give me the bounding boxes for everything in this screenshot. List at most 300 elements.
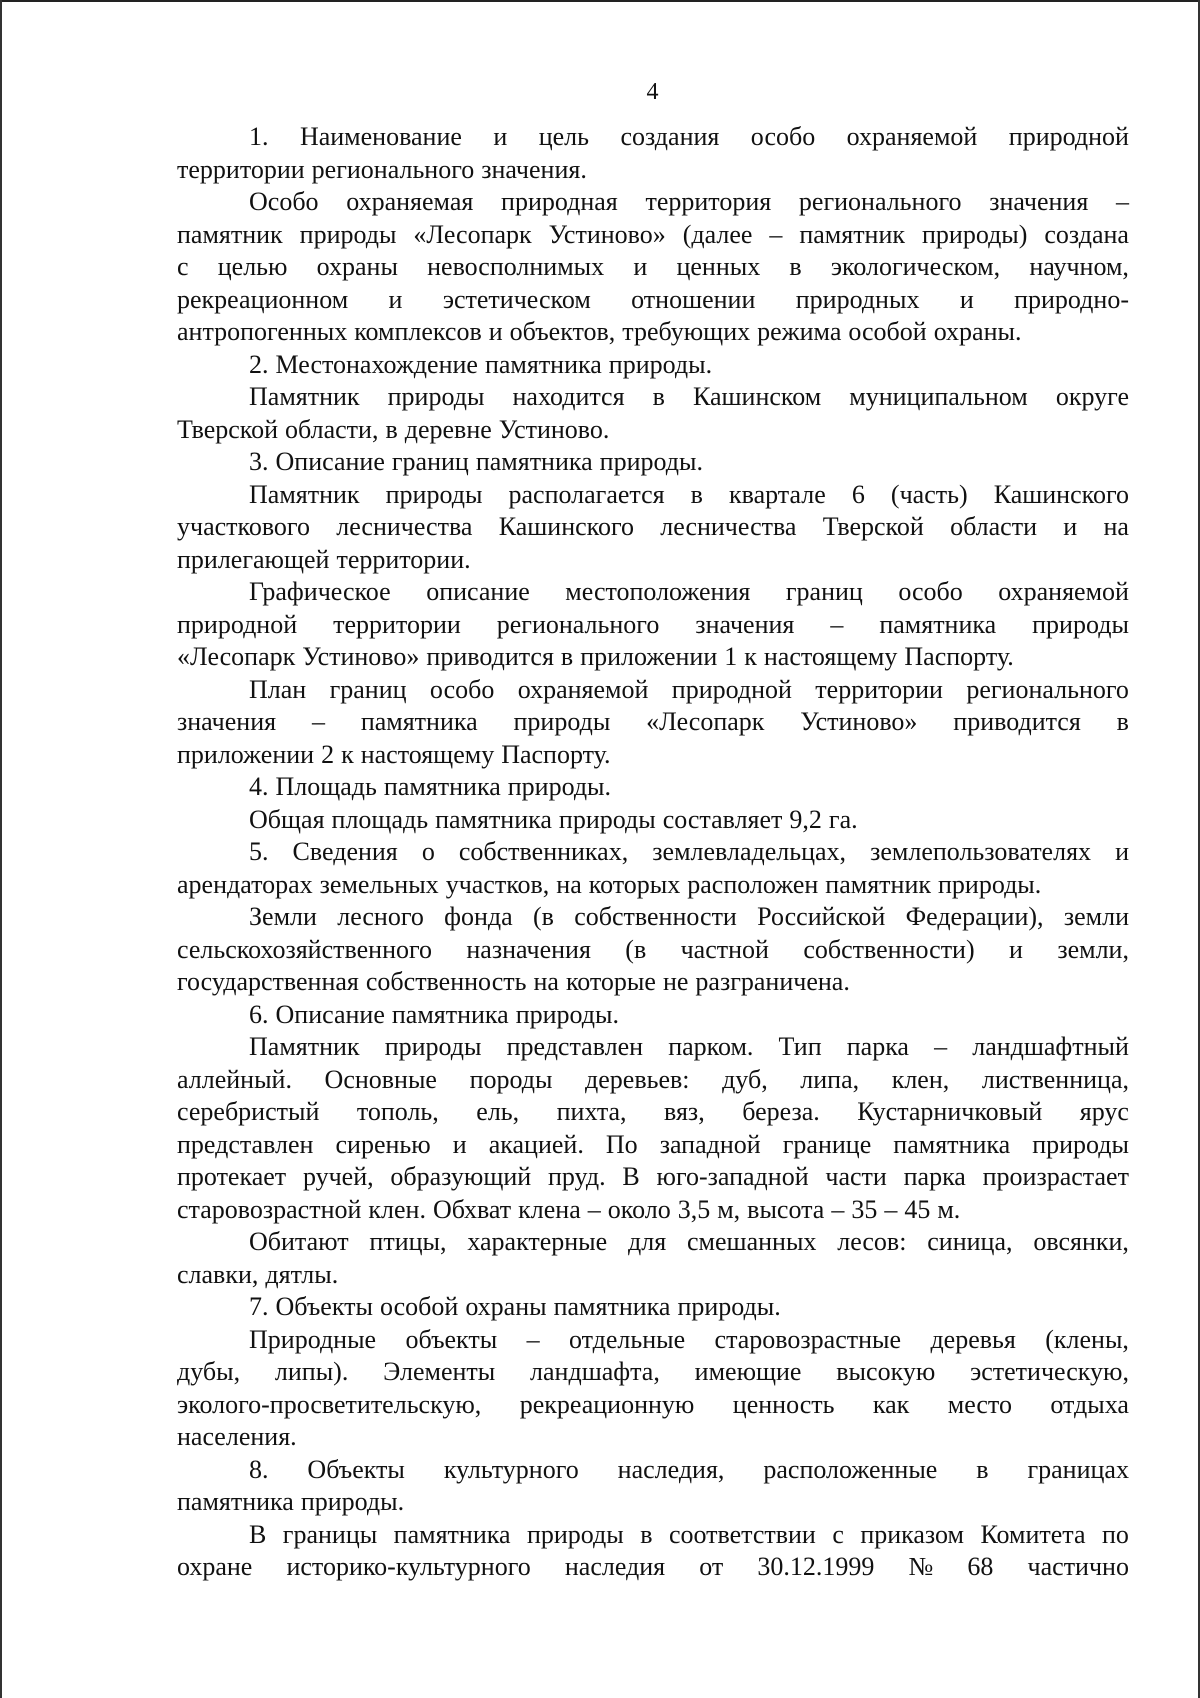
text-word: и — [633, 252, 648, 281]
text-word: Описание — [275, 447, 385, 476]
text-word: целью — [217, 252, 288, 281]
text-line — [177, 641, 1129, 674]
text-word: территории — [177, 154, 305, 184]
text-word: охраны — [465, 1292, 547, 1321]
text-word: – — [1115, 187, 1129, 216]
text-word: 5. — [249, 837, 269, 866]
text-word: птицы, — [369, 1227, 447, 1256]
text-word: настоящему — [360, 739, 495, 769]
text-word: Описание — [275, 999, 385, 1029]
text-word: План — [249, 674, 307, 704]
text-word: территория — [645, 187, 772, 216]
text-word: территории — [815, 674, 943, 704]
text-word: муниципальном — [849, 382, 1028, 411]
text-word: (в — [532, 902, 554, 931]
text-word: памятника — [893, 1129, 1011, 1159]
text-word: славки, — [177, 1259, 259, 1289]
text-word: образующий — [390, 1162, 532, 1191]
text-word: Графическое — [249, 577, 391, 606]
text-word: природы. — [300, 1487, 405, 1516]
text-word: № — [908, 1552, 934, 1581]
text-word: представлен — [506, 1032, 644, 1061]
text-word: отношении — [631, 284, 756, 314]
text-word: Паспорту. — [501, 739, 611, 769]
text-word: земли, — [1057, 934, 1129, 964]
text-word: в — [976, 1454, 989, 1484]
text-word: дятлы. — [265, 1259, 339, 1289]
text-line — [177, 1096, 1129, 1129]
text-word: произрастает — [982, 1162, 1129, 1191]
text-word: западной — [659, 1129, 761, 1159]
text-word: расположен — [687, 869, 819, 899]
text-word: По — [605, 1129, 638, 1159]
text-word: значения. — [481, 154, 587, 184]
text-word: в — [690, 479, 703, 509]
text-word: 2. — [249, 349, 269, 379]
text-word: Объекты — [307, 1454, 405, 1484]
text-word: синица, — [927, 1227, 1013, 1256]
text-word: памятника — [475, 447, 593, 476]
text-word: породы — [469, 1064, 553, 1094]
text-line — [177, 1161, 1129, 1194]
text-word: Устиново» — [800, 707, 918, 736]
text-line — [177, 511, 1129, 544]
text-word: Обхват — [432, 1194, 512, 1224]
text-word: имеющие — [694, 1357, 802, 1386]
text-word: береза. — [742, 1097, 820, 1126]
text-line — [177, 739, 1129, 772]
text-line — [177, 1551, 1129, 1584]
text-word: цель — [538, 122, 590, 151]
text-word: клен, — [891, 1064, 950, 1094]
text-word: природы — [1032, 609, 1129, 639]
text-word: в — [385, 414, 398, 444]
text-word: территории — [333, 609, 461, 639]
text-word: ландшафтный — [972, 1032, 1129, 1061]
text-word: ценность — [732, 1389, 835, 1419]
text-word: 3. — [249, 447, 269, 476]
page-number: 4 — [646, 79, 659, 105]
text-word: Паспорту. — [904, 642, 1014, 671]
text-word: 45 — [904, 1194, 931, 1224]
text-word: памятника — [553, 1292, 671, 1321]
text-line — [177, 121, 1129, 154]
text-word: с — [832, 1519, 844, 1549]
text-word: располагается — [508, 479, 665, 509]
text-word: парка — [903, 1162, 966, 1191]
text-word: природы. — [599, 447, 703, 476]
text-word: липа, — [800, 1064, 860, 1094]
text-word: и — [452, 1129, 467, 1159]
text-word: культурного — [443, 1454, 579, 1484]
text-word: деревне — [404, 414, 492, 444]
text-word: – — [884, 1194, 898, 1224]
text-word: ярус — [1079, 1097, 1129, 1126]
text-word: собственность — [365, 967, 527, 996]
text-word: вяз, — [664, 1097, 705, 1126]
text-word: высота — [747, 1194, 825, 1224]
text-word: особо — [750, 122, 816, 151]
text-line — [177, 446, 1129, 479]
text-word: площадь — [331, 804, 429, 834]
text-word: памятник — [799, 219, 906, 249]
text-word: ель, — [476, 1097, 520, 1126]
text-word: «Лесопарк — [177, 642, 296, 671]
text-word: частной — [680, 934, 769, 964]
text-line — [177, 219, 1129, 252]
text-word: и — [1009, 934, 1023, 964]
text-word: Памятник — [249, 382, 360, 411]
text-word: местоположения — [565, 577, 751, 606]
text-word: 8. — [249, 1454, 269, 1484]
text-word: природы — [513, 707, 611, 736]
text-line — [177, 966, 1129, 999]
text-line — [177, 186, 1129, 219]
text-word: 35 — [851, 1194, 878, 1224]
text-line — [177, 674, 1129, 707]
text-word: смешанных — [687, 1227, 817, 1256]
text-word: Природные — [249, 1324, 377, 1354]
text-word: старовозрастной — [177, 1194, 362, 1224]
text-word: отдельные — [568, 1324, 686, 1354]
text-word: лесничества — [660, 512, 797, 541]
text-line — [177, 771, 1129, 804]
text-line — [177, 1259, 1129, 1292]
text-word: границах — [1027, 1454, 1129, 1484]
text-word: лесничества — [336, 512, 473, 541]
text-word: Федерации), — [905, 902, 1044, 931]
text-word: Элементы — [383, 1357, 496, 1386]
text-word: 2 — [321, 739, 335, 769]
text-word: памятника — [393, 1519, 511, 1549]
text-word: природы — [387, 382, 485, 411]
text-word: составляет — [662, 804, 783, 834]
text-word: приказом — [860, 1519, 964, 1549]
text-word: на — [556, 869, 582, 899]
text-word: акацией. — [488, 1129, 584, 1159]
text-word: клен. — [368, 1194, 426, 1224]
text-word: Устиново» — [548, 219, 666, 249]
text-word: охраняемой — [998, 577, 1129, 606]
text-word: настоящему — [763, 642, 898, 671]
text-word: парком. — [668, 1032, 754, 1061]
text-word: место — [947, 1389, 1012, 1419]
text-word: регионального — [311, 154, 475, 184]
text-word: рекреационную — [519, 1389, 695, 1419]
text-word: Тверской — [177, 414, 279, 444]
text-line — [177, 544, 1129, 577]
text-word: регионального — [496, 609, 660, 639]
text-word: разграничена. — [695, 967, 850, 996]
text-word: земельных — [319, 869, 439, 899]
text-word: о — [421, 837, 435, 866]
text-word: охраны — [316, 252, 398, 281]
text-word: м. — [937, 1194, 961, 1224]
text-word: значения — [989, 187, 1089, 216]
text-word: требующих — [622, 317, 751, 346]
text-word: «Лесопарк — [413, 219, 532, 249]
text-word: га. — [828, 804, 858, 834]
text-word: невосполнимых — [427, 252, 605, 281]
text-word: памятника — [435, 804, 552, 834]
text-word: отдыха — [1050, 1389, 1129, 1419]
text-line — [177, 251, 1129, 284]
text-word: деревьев: — [585, 1064, 690, 1094]
text-word: к — [341, 739, 354, 769]
text-word: памятника — [484, 349, 602, 379]
text-word: к — [744, 642, 757, 671]
text-word: сельскохозяйственного — [177, 934, 432, 964]
text-word: рекреационном — [177, 284, 349, 314]
text-line — [177, 1519, 1129, 1552]
text-line — [177, 934, 1129, 967]
text-word: Наименование — [299, 122, 462, 151]
text-word: комплексов — [354, 317, 482, 346]
text-line — [177, 1356, 1129, 1389]
text-word: Кашинском — [692, 382, 822, 411]
text-line — [177, 1421, 1129, 1454]
text-word: липы). — [274, 1357, 349, 1386]
text-word: территории. — [336, 544, 471, 574]
text-word: особо — [898, 577, 963, 606]
text-word: особой — [848, 317, 927, 346]
text-word: лиственница, — [981, 1064, 1129, 1094]
text-word: ландшафта, — [530, 1357, 660, 1386]
text-line — [177, 869, 1129, 902]
text-word: юго-западной — [656, 1162, 809, 1191]
text-line — [177, 999, 1129, 1032]
text-word: (далее — [682, 219, 753, 249]
text-word: и — [1115, 837, 1129, 866]
text-word: 68 — [967, 1552, 994, 1581]
text-word: и — [1063, 512, 1078, 541]
text-word: режима — [757, 317, 842, 346]
text-word: природы — [385, 479, 483, 509]
text-word: квартале — [729, 479, 826, 509]
text-word: 30.12.1999 — [757, 1552, 875, 1581]
text-word: Тверской — [822, 512, 924, 541]
text-word: приложении — [177, 739, 315, 769]
text-word: старовозрастные — [714, 1324, 902, 1354]
text-line — [177, 901, 1129, 934]
text-word: природных — [795, 284, 920, 314]
text-word: – — [831, 1194, 845, 1224]
text-word: памятника — [360, 707, 478, 736]
text-word: 3,5 — [677, 1194, 711, 1224]
text-word: природы) — [921, 219, 1028, 249]
text-word: ручей, — [302, 1162, 374, 1191]
text-word: которых — [588, 869, 681, 899]
text-word: Сведения — [292, 837, 398, 866]
text-word: Общая — [249, 804, 325, 834]
text-word: 9,2 — [789, 804, 822, 834]
text-word: пихта, — [556, 1097, 627, 1126]
text-line — [177, 381, 1129, 414]
text-word: Тип — [778, 1032, 822, 1061]
text-word: для — [628, 1227, 667, 1256]
text-line — [177, 414, 1129, 447]
text-word: дубы, — [177, 1357, 241, 1386]
text-word: границ — [785, 577, 863, 606]
text-word: создана — [1044, 219, 1129, 249]
text-word: пруд. — [547, 1162, 606, 1191]
text-word: собственниках, — [458, 837, 629, 866]
document-body — [177, 121, 1129, 1584]
text-word: (часть) — [890, 479, 968, 509]
text-word: памятник — [825, 869, 931, 899]
text-word: в — [652, 382, 665, 411]
scan-edge-top — [0, 0, 1200, 2]
text-word: природной — [671, 674, 792, 704]
text-word: лесного — [337, 902, 424, 931]
text-line — [177, 1324, 1129, 1357]
text-word: особой — [379, 1292, 459, 1321]
text-word: деревья — [930, 1324, 1016, 1354]
text-word: серебристый — [177, 1097, 320, 1126]
text-word: (клены, — [1045, 1324, 1129, 1354]
text-word: участков, — [445, 869, 550, 899]
text-word: высокую — [836, 1357, 936, 1386]
text-word: создания — [620, 122, 720, 151]
text-line — [177, 836, 1129, 869]
text-word: природы. — [515, 999, 619, 1029]
text-line — [177, 1194, 1129, 1227]
text-word: характерные — [467, 1227, 608, 1256]
text-word: от — [699, 1552, 724, 1581]
scan-edge-left — [0, 0, 2, 1698]
text-word: области — [950, 512, 1037, 541]
text-line — [177, 1486, 1129, 1519]
text-word: памятника — [879, 609, 997, 639]
text-word: природной — [1008, 122, 1129, 151]
text-word: охраны. — [933, 317, 1022, 346]
text-word: Основные — [324, 1064, 437, 1094]
text-word: объекты — [405, 1324, 498, 1354]
text-word: в — [1116, 707, 1129, 736]
text-word: не — [662, 967, 689, 996]
text-word: 1 — [724, 642, 738, 671]
text-word: Устиново. — [498, 414, 610, 444]
text-line — [177, 154, 1129, 187]
text-word: области, — [285, 414, 379, 444]
text-word: с — [177, 252, 189, 281]
text-word: (в — [625, 934, 647, 964]
text-word: Устиново» — [302, 642, 420, 671]
text-word: эколого-просветительскую, — [177, 1389, 482, 1419]
text-word: Объекты — [275, 1292, 373, 1321]
text-word: Земли — [249, 902, 317, 931]
text-line — [177, 1226, 1129, 1259]
text-word: в — [789, 252, 802, 281]
text-line — [177, 284, 1129, 317]
text-line — [177, 576, 1129, 609]
text-line — [177, 706, 1129, 739]
text-word: Обитают — [249, 1227, 349, 1256]
text-word: В — [622, 1162, 640, 1191]
text-word: природной — [177, 609, 298, 639]
text-word: охраняемой — [846, 122, 978, 151]
text-word: границ — [391, 447, 469, 476]
text-word: – — [526, 1324, 540, 1354]
text-word: овсянки, — [1033, 1227, 1129, 1256]
text-word: клена — [518, 1194, 581, 1224]
text-word: памятник — [177, 219, 283, 249]
text-line — [177, 349, 1129, 382]
text-word: природы — [1032, 1129, 1129, 1159]
text-word: находится — [512, 382, 625, 411]
text-word: регионального — [798, 187, 962, 216]
text-word: природы. — [938, 869, 1042, 899]
text-word: границе — [782, 1129, 872, 1159]
text-word: соответствии — [668, 1519, 816, 1549]
text-word: регионального — [966, 674, 1129, 704]
text-word: Кустарничковый — [857, 1097, 1043, 1126]
text-word: наследия — [564, 1552, 666, 1581]
text-word: историко-культурного — [286, 1552, 531, 1581]
text-word: как — [872, 1389, 910, 1419]
text-word: – — [934, 1032, 948, 1061]
text-word: и — [959, 284, 974, 314]
text-word: памятника — [383, 772, 501, 801]
text-word: аллейный. — [177, 1064, 292, 1094]
text-word: – — [587, 1194, 601, 1224]
text-word: природы — [299, 219, 397, 249]
text-word: парка — [846, 1032, 909, 1061]
text-word: округе — [1055, 382, 1129, 411]
text-word: природы — [526, 1519, 624, 1549]
text-word: в — [560, 642, 574, 671]
text-word: – — [311, 707, 325, 736]
text-word: Памятник — [249, 1032, 360, 1061]
text-word: по — [1101, 1519, 1129, 1549]
text-word: на — [533, 967, 559, 996]
text-word: 6. — [249, 999, 269, 1029]
text-word: фонда — [444, 902, 513, 931]
text-word: населения. — [177, 1422, 297, 1451]
text-word: значения — [177, 707, 277, 736]
text-word: прилегающей — [177, 544, 330, 574]
text-word: природно- — [1014, 284, 1129, 314]
text-word: и — [488, 317, 503, 346]
text-word: собственности — [574, 902, 737, 931]
text-word: природная — [501, 187, 618, 216]
text-word: Памятник — [249, 479, 360, 509]
text-word: значения — [695, 609, 795, 639]
text-word: Российской — [757, 902, 886, 931]
text-word: охране — [177, 1552, 253, 1581]
text-word: памятника — [177, 1487, 294, 1516]
text-word: – — [769, 219, 783, 249]
text-word: В — [249, 1519, 267, 1549]
text-word: 6 — [851, 479, 865, 509]
text-word: приложении — [580, 642, 718, 671]
text-word: расположенные — [763, 1454, 938, 1484]
text-word: 7. — [249, 1292, 269, 1321]
text-word: земли — [1063, 902, 1129, 931]
text-line — [177, 1031, 1129, 1064]
text-word: объектов, — [509, 317, 616, 346]
text-word: которые — [565, 967, 656, 996]
text-word: наследия, — [617, 1454, 725, 1484]
text-word: и — [493, 122, 508, 151]
text-word: охраняемой — [517, 674, 649, 704]
text-word: границ — [329, 674, 407, 704]
text-word: землевладельцах, — [652, 837, 847, 866]
text-word: государственная — [177, 967, 359, 996]
text-line — [177, 609, 1129, 642]
text-word: Площадь — [275, 772, 377, 801]
text-word: природы — [384, 1032, 482, 1061]
